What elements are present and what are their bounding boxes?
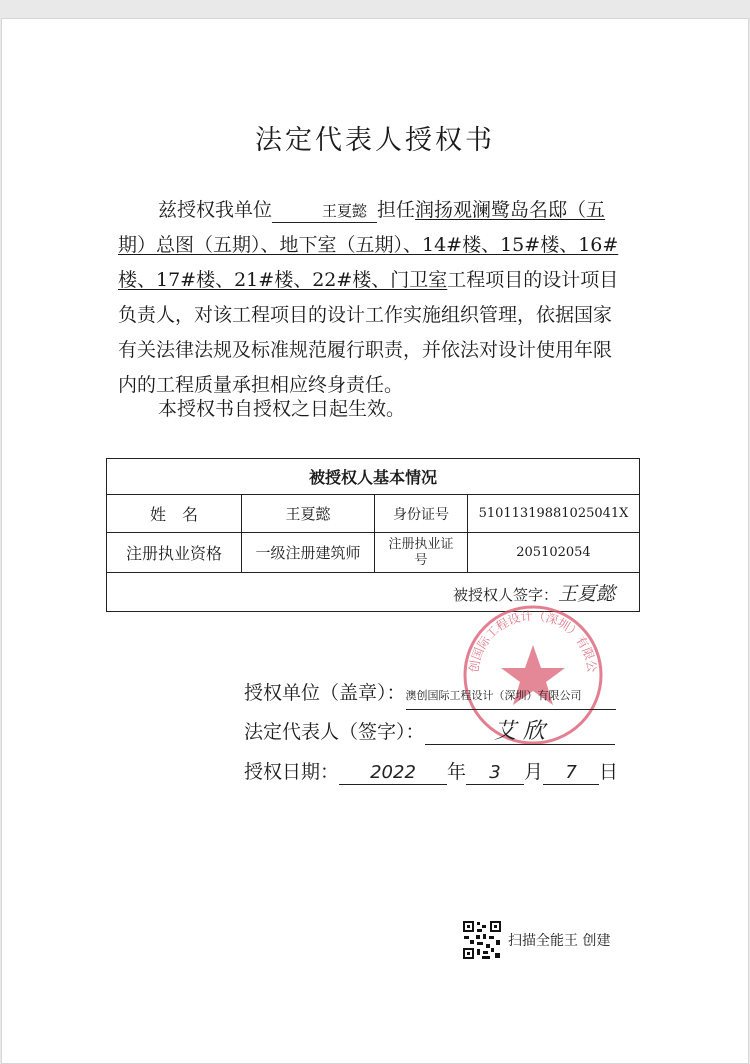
- table-row: [107, 533, 640, 573]
- document-title: 法定代表人授权书: [255, 125, 495, 156]
- date-label: 授权日期：: [244, 761, 340, 783]
- id-value: 51011319881025041X: [468, 495, 640, 533]
- para-lead: 兹授权我单位: [158, 199, 273, 221]
- authorization-paragraph: [118, 193, 626, 403]
- date-month: 3: [466, 762, 524, 785]
- id-label: 身份证号: [375, 495, 468, 533]
- unit-label: 授权单位（盖章）：: [244, 682, 406, 704]
- month-unit: 月: [524, 761, 544, 783]
- license-no-label: 注册执业证号: [375, 533, 468, 573]
- day-unit: 日: [599, 761, 619, 783]
- para-tail: 工程项目的设计项目负责人，对该工程项目的设计工作实施组织管理，依据国家有关法律法规及标准规范履行职责，并依法对设计使用年限内的工程质量承担相应终身责任。: [118, 269, 619, 396]
- authorized-person-signature: 王夏懿: [557, 582, 615, 605]
- project-name: 润扬观澜鹭岛名邸（五期）总图（五期）、地下室（五期）、14#楼、15#楼、16#楼、17#楼、21#楼、22#楼、门卫室: [118, 199, 619, 291]
- date-day: 7: [543, 762, 599, 785]
- name-value: 王夏懿: [242, 495, 375, 533]
- stamp-text: 创国际工程设计（深圳）有限公: [466, 608, 600, 674]
- scanner-footer-text: 扫描全能王 创建: [508, 933, 611, 949]
- authorized-person-name: 王夏懿: [272, 200, 377, 223]
- date-year: 2022: [339, 762, 447, 785]
- qualification-value: 一级注册建筑师: [242, 533, 375, 573]
- representative-label: 法定代表人（签字）：: [244, 721, 425, 743]
- effective-paragraph: 本授权书自授权之日起生效。: [158, 398, 406, 420]
- unit-value: 澳创国际工程设计（深圳）有限公司: [406, 687, 616, 710]
- qr-code-icon: [462, 920, 502, 960]
- name-label: 姓 名: [107, 495, 242, 533]
- representative-signature: 艾 欣: [425, 722, 615, 745]
- license-no-value: 205102054: [468, 533, 640, 573]
- year-unit: 年: [447, 761, 467, 783]
- qualification-label: 注册执业资格: [107, 533, 242, 573]
- unit-row: [244, 678, 616, 710]
- authorized-info-table: [106, 458, 640, 612]
- representative-row: [244, 717, 615, 745]
- signature-label: 被授权人签字：: [452, 585, 558, 604]
- table-row: [107, 495, 640, 533]
- scanner-footer: [462, 920, 610, 960]
- para-mid: 担任: [377, 199, 416, 221]
- date-row: [244, 757, 618, 785]
- table-header: 被授权人基本情况: [107, 459, 640, 495]
